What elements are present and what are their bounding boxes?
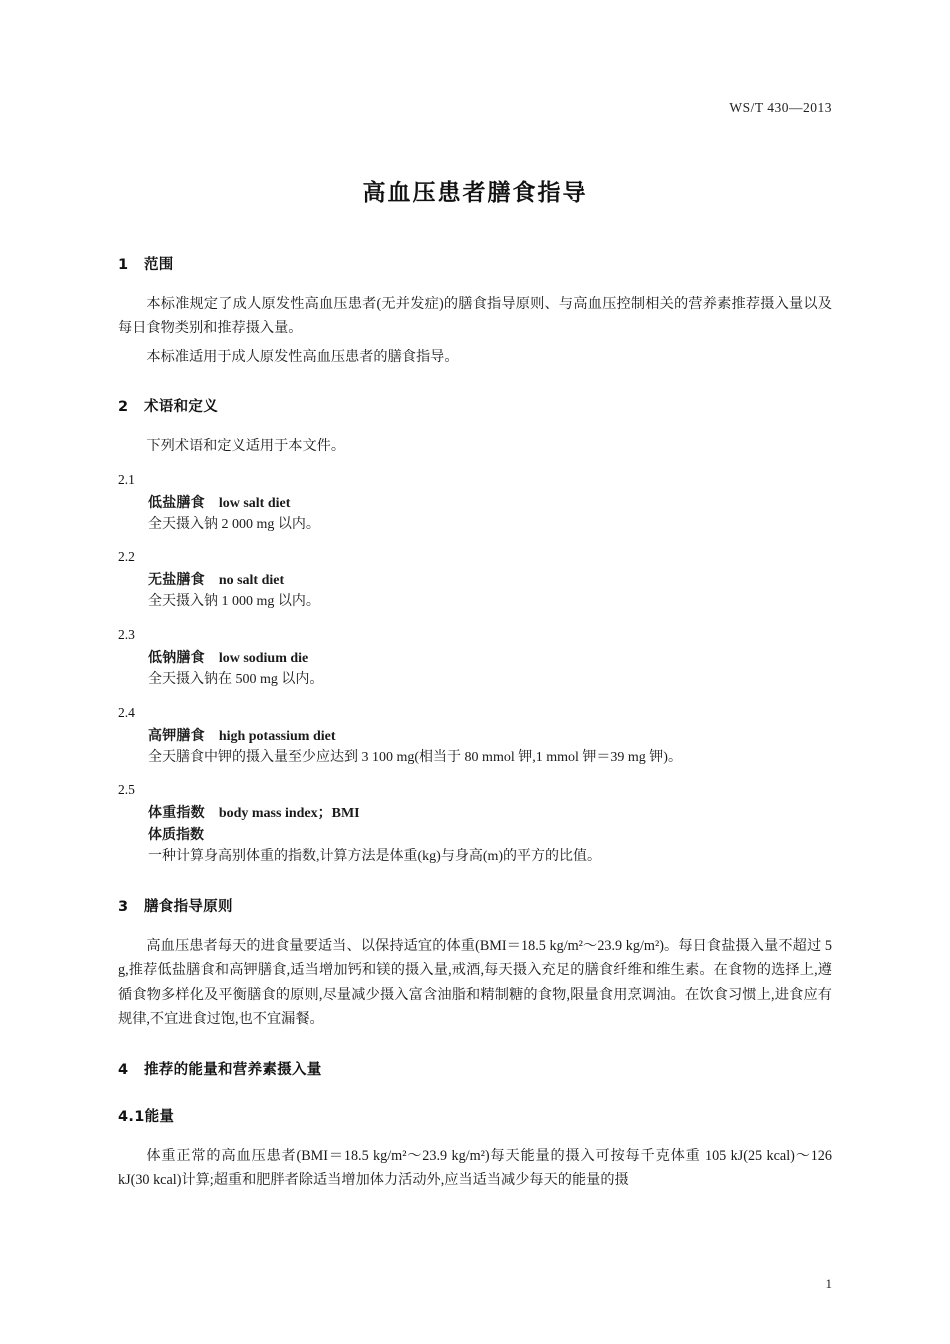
term-en-2-3: low sodium die <box>218 651 309 667</box>
section-title-1: 范围 <box>144 257 174 273</box>
term-en-2-2: no salt diet <box>218 573 285 589</box>
section-number-4-1: 4.1 <box>118 1108 145 1125</box>
term-cn-2-4: 高钾膳食 <box>148 727 205 744</box>
term-cn-2-1: 低盐膳食 <box>148 494 205 511</box>
section-title-2: 术语和定义 <box>144 399 218 416</box>
term-cn-2-5: 体重指数 <box>148 805 205 822</box>
term-definition-2-5: 一种计算身高别体重的指数,计算方法是体重(kg)与身高(m)的平方的比值。 <box>148 849 602 865</box>
page-number: 1 <box>825 1276 832 1291</box>
term-cn-2-3: 低钠膳食 <box>148 650 205 667</box>
section-1-paragraph-1: 本标准规定了成人原发性高血压患者(无并发症)的膳食指导原则、与高血压控制相关的营养素推荐摄入量以及每日食物类别和推荐摄入量。 <box>118 296 832 337</box>
term-number-2-1: 2.1 <box>118 471 135 487</box>
term-entry-2-3 <box>148 647 832 667</box>
section-2-intro: 下列术语和定义适用于本文件。 <box>146 438 346 455</box>
term-entry-2-2 <box>148 569 832 589</box>
term-en-2-1: low salt diet <box>218 495 291 511</box>
term-definition-2-4: 全天膳食中钾的摄入量至少应达到 3 100 mg(相当于 80 mmol 钾,1 mmol 钾＝39 mg 钾)。 <box>148 749 682 765</box>
page-title: 高血压患者膳食指导 <box>362 180 588 206</box>
term-en-2-4: high potassium diet <box>218 728 336 744</box>
term-entry-2-4 <box>148 725 832 745</box>
section-heading-2 <box>118 395 832 416</box>
section-number-4: 4 <box>118 1061 129 1078</box>
term-cn-2-2: 无盐膳食 <box>148 572 205 589</box>
term-number-2-4: 2.4 <box>118 704 135 720</box>
term-entry-2-1 <box>148 492 832 512</box>
section-number-1: 1 <box>118 257 129 273</box>
section-title-4: 推荐的能量和营养素摄入量 <box>144 1061 322 1078</box>
page-header <box>118 100 832 116</box>
section-heading-3 <box>118 895 832 916</box>
section-number-2: 2 <box>118 399 129 416</box>
section-heading-4-1 <box>118 1105 832 1126</box>
section-3-paragraph-1: 高血压患者每天的进食量要适当、以保持适宜的体重(BMI＝18.5 kg/m²～23.9 kg/m²)。每日食盐摄入量不超过 5 g,推荐低盐膳食和高钾膳食,适当增加钙和镁的摄入量,戒酒,每天摄入充足的膳食纤维和维生素。在食物的选择上,遵循食物多样化及平衡膳食的原则,尽量减少摄入富含油脂和精制糖的食物,限量食用烹调油。在饮食习惯上,进食应有规律,不宜进食过饱,也不宜漏餐。 <box>118 938 832 1028</box>
term-number-2-3: 2.3 <box>118 627 135 643</box>
term-definition-2-2: 全天摄入钠 1 000 mg 以内。 <box>148 594 320 610</box>
section-4-1-paragraph-1: 体重正常的高血压患者(BMI＝18.5 kg/m²～23.9 kg/m²)每天能量的摄入可按每千克体重 105 kJ(25 kcal)～126 kJ(30 kcal)计算;超重和肥胖者除适当增加体力活动外,应当适当减少每天的能量的摄 <box>118 1147 832 1189</box>
term-cn-alt-2-5: 体质指数 <box>148 827 204 844</box>
term-definition-2-1: 全天摄入钠 2 000 mg 以内。 <box>148 516 320 532</box>
section-heading-1 <box>118 253 832 274</box>
section-1-paragraph-2: 本标准适用于成人原发性高血压患者的膳食指导。 <box>146 348 459 365</box>
term-entry-2-5 <box>148 802 832 822</box>
section-number-3: 3 <box>118 899 129 916</box>
term-number-2-5: 2.5 <box>118 782 135 798</box>
section-title-4-1: 能量 <box>144 1108 175 1125</box>
section-heading-4 <box>118 1058 832 1079</box>
section-title-3: 膳食指导原则 <box>144 899 233 916</box>
standard-code: WS/T 430—2013 <box>729 100 832 115</box>
term-en-2-5: body mass index；BMI <box>218 806 360 822</box>
term-definition-2-3: 全天摄入钠在 500 mg 以内。 <box>148 672 324 688</box>
term-number-2-2: 2.2 <box>118 549 135 565</box>
